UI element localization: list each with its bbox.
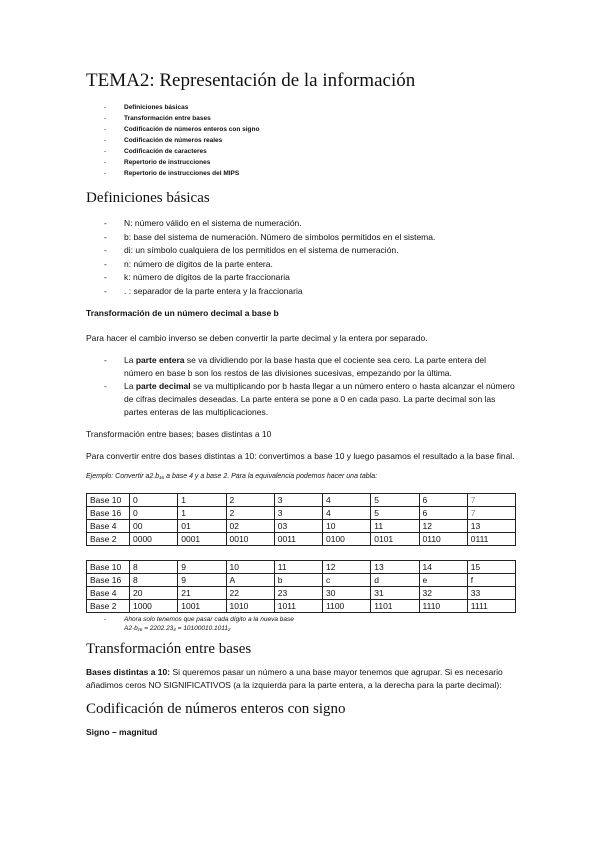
table-cell: 3 bbox=[274, 494, 322, 507]
table-cell: 15 bbox=[467, 561, 515, 574]
table-cell: Base 16 bbox=[87, 507, 130, 520]
table-cell: f bbox=[467, 574, 515, 587]
table-cell: 0111 bbox=[467, 533, 515, 546]
definition-item: - b: base del sistema de numeración. Número de símbolos permitidos en el sistema. bbox=[104, 231, 516, 245]
table-cell: 6 bbox=[419, 494, 467, 507]
table-cell: 0 bbox=[130, 507, 178, 520]
table-cell: Base 2 bbox=[87, 600, 130, 613]
paragraph-bases-distintas: Para convertir entre dos bases distintas a 10: convertimos a base 10 y luego pasamos el resultado a la base final. bbox=[86, 451, 515, 461]
table-row bbox=[87, 574, 516, 587]
table-cell: 0100 bbox=[323, 533, 371, 546]
table-cell: b bbox=[274, 574, 322, 587]
toc-item: - Codificación de caracteres bbox=[86, 146, 516, 157]
toc-item: - Repertorio de instrucciones bbox=[86, 157, 516, 168]
page-title: TEMA2: Representación de la información bbox=[86, 70, 416, 91]
table-cell: 4 bbox=[323, 494, 371, 507]
section-heading-transformacion: Transformación entre bases bbox=[86, 641, 252, 657]
note-result: A2·b₁₆ = 2202.23₄ = 10100010.1011₂ bbox=[124, 625, 231, 632]
table-cell: Base 4 bbox=[87, 587, 130, 600]
table-cell: 1 bbox=[178, 507, 226, 520]
step-parte-entera: - La parte entera se va dividiendo por la base hasta que el cociente sea cero. La parte entera del número en base b son los restos de las divisiones sucesivas, empezando por la última. bbox=[104, 354, 516, 380]
table-cell: 0001 bbox=[178, 533, 226, 546]
table-cell: 00 bbox=[130, 520, 178, 533]
table-cell: 22 bbox=[226, 587, 274, 600]
definition-item: - N: número válido en el sistema de numeración. bbox=[104, 217, 516, 231]
table-cell: c bbox=[323, 574, 371, 587]
document-page bbox=[86, 70, 516, 739]
conversion-steps-list bbox=[104, 354, 516, 419]
table-cell: Base 10 bbox=[87, 561, 130, 574]
table-cell: 33 bbox=[467, 587, 515, 600]
table-cell: 7 bbox=[467, 507, 515, 520]
table-cell: 01 bbox=[178, 520, 226, 533]
table-row bbox=[87, 587, 516, 600]
table-cell: d bbox=[371, 574, 419, 587]
definition-item: - k: número de dígitos de la parte fraccionaria bbox=[104, 271, 516, 285]
example-text: Ejemplo: Convertir a2.b₁₆ a base 4 y a base 2. Para la equivalencia podemos hacer una tabla: bbox=[86, 473, 378, 480]
table-cell: 1100 bbox=[323, 600, 371, 613]
table-row bbox=[87, 561, 516, 574]
table-cell: Base 2 bbox=[87, 533, 130, 546]
table-cell: 03 bbox=[274, 520, 322, 533]
table-cell: 1011 bbox=[274, 600, 322, 613]
table-row bbox=[87, 494, 516, 507]
table-cell: 13 bbox=[371, 561, 419, 574]
subheading-signo-magnitud: Signo – magnitud bbox=[86, 727, 158, 737]
table-cell: 10 bbox=[323, 520, 371, 533]
table-cell: 12 bbox=[419, 520, 467, 533]
toc-item: - Codificación de números reales bbox=[86, 135, 516, 146]
table-cell: 11 bbox=[371, 520, 419, 533]
table-cell: 5 bbox=[371, 494, 419, 507]
table-cell: 1 bbox=[178, 494, 226, 507]
table-row bbox=[87, 507, 516, 520]
definition-item: - n: número de dígitos de la parte entera. bbox=[104, 258, 516, 272]
table-cell: e bbox=[419, 574, 467, 587]
table-cell: 9 bbox=[178, 574, 226, 587]
equivalence-table-2 bbox=[86, 560, 516, 613]
table-cell: Base 4 bbox=[87, 520, 130, 533]
table-cell: 3 bbox=[274, 507, 322, 520]
table-cell: 23 bbox=[274, 587, 322, 600]
toc-item: - Repertorio de instrucciones del MIPS bbox=[86, 168, 516, 179]
toc-item: - Codificación de números enteros con signo bbox=[86, 124, 516, 135]
table-cell: 1000 bbox=[130, 600, 178, 613]
table-cell: 31 bbox=[371, 587, 419, 600]
table-cell: 2 bbox=[226, 494, 274, 507]
table-cell: 1110 bbox=[419, 600, 467, 613]
table-cell: 6 bbox=[419, 507, 467, 520]
note-line: - Ahora solo tenemos que pasar cada dígito a la nueva base bbox=[104, 615, 516, 624]
table-cell: 30 bbox=[323, 587, 371, 600]
table-cell: A bbox=[226, 574, 274, 587]
table-cell: 02 bbox=[226, 520, 274, 533]
step-parte-decimal: - La parte decimal se va multiplicando por b hasta llegar a un número entero o hasta alcanzar el número de cifras decimales deseadas. La parte entera se pone a 0 en cada paso. La parte decimal son las partes enteras de las multiplicaciones. bbox=[104, 380, 516, 419]
table-cell: 12 bbox=[323, 561, 371, 574]
table-cell: 13 bbox=[467, 520, 515, 533]
section-heading-codificacion: Codificación de números enteros con signo bbox=[86, 701, 346, 717]
table-cell: 8 bbox=[130, 574, 178, 587]
table-cell: 0 bbox=[130, 494, 178, 507]
table-cell: 0110 bbox=[419, 533, 467, 546]
table-cell: 32 bbox=[419, 587, 467, 600]
paragraph-intro: Para hacer el cambio inverso se deben convertir la parte decimal y la entera por separado. bbox=[86, 333, 428, 343]
table-cell: Base 10 bbox=[87, 494, 130, 507]
table-cell: 14 bbox=[419, 561, 467, 574]
table-row bbox=[87, 520, 516, 533]
table-cell: 4 bbox=[323, 507, 371, 520]
table-cell: 20 bbox=[130, 587, 178, 600]
section-heading-definiciones: Definiciones básicas bbox=[86, 190, 210, 206]
table-cell: 1111 bbox=[467, 600, 515, 613]
table-cell: 11 bbox=[274, 561, 322, 574]
toc-item: - Transformación entre bases bbox=[86, 113, 516, 124]
table-cell: 2 bbox=[226, 507, 274, 520]
table-cell: 10 bbox=[226, 561, 274, 574]
table-cell: 1001 bbox=[178, 600, 226, 613]
table-cell: 1101 bbox=[371, 600, 419, 613]
equivalence-table-1 bbox=[86, 493, 516, 546]
table-cell: 0101 bbox=[371, 533, 419, 546]
toc-item: - Definiciones básicas bbox=[86, 102, 516, 113]
table-cell: 5 bbox=[371, 507, 419, 520]
table-of-contents bbox=[86, 102, 516, 179]
table-cell: 8 bbox=[130, 561, 178, 574]
table-cell: 0011 bbox=[274, 533, 322, 546]
table-cell: 0010 bbox=[226, 533, 274, 546]
table-row bbox=[87, 533, 516, 546]
table-cell: 0000 bbox=[130, 533, 178, 546]
subheading-decimal-a-base: Transformación de un número decimal a base b bbox=[86, 308, 279, 318]
table-cell: 7 bbox=[467, 494, 515, 507]
table-row bbox=[87, 600, 516, 613]
table-cell: 1010 bbox=[226, 600, 274, 613]
table-cell: Base 16 bbox=[87, 574, 130, 587]
table-cell: 9 bbox=[178, 561, 226, 574]
definitions-list bbox=[104, 217, 516, 298]
paragraph-bases-distintas-10: Bases distintas a 10: Si queremos pasar un número a una base mayor tenemos que agrupar. Si es necesario añadimos ceros NO SIGNIFICATIVOS (a la izquierda para la parte entera, a la derecha para la parte decimal): bbox=[86, 667, 503, 690]
subheading-bases-distintas: Transformación entre bases; bases distintas a 10 bbox=[86, 429, 272, 439]
table-cell: 21 bbox=[178, 587, 226, 600]
definition-item: - di: un símbolo cualquiera de los permitidos en el sistema de numeración. bbox=[104, 244, 516, 258]
definition-item: - . : separador de la parte entera y la fraccionaria bbox=[104, 285, 516, 299]
conversion-note bbox=[104, 615, 516, 624]
